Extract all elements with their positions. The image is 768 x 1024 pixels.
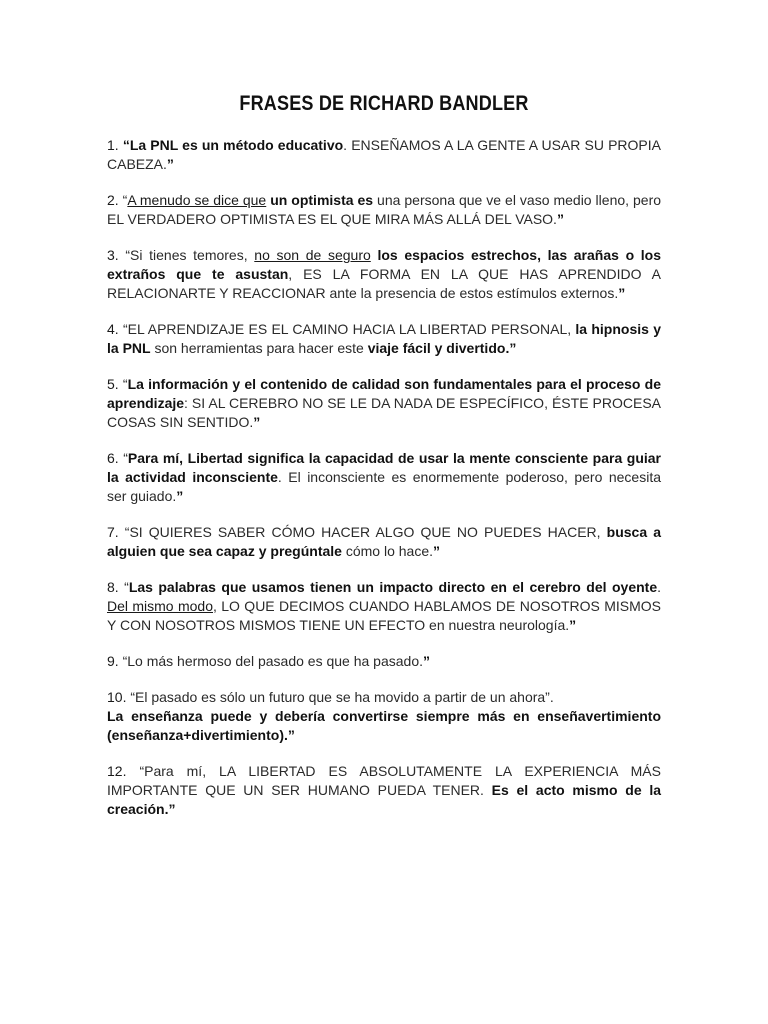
document-title: FRASES DE RICHARD BANDLER	[239, 92, 529, 115]
quote-text: son herramientas para hacer este	[150, 340, 368, 356]
quote-text: , ES LA FORMA EN LA QUE HAS APRENDIDO A RELACIONARTE Y REACCIONAR ante la presencia de estos estímulos externos.	[107, 266, 661, 301]
quote-text: “	[123, 450, 128, 466]
bold-text: ”	[433, 543, 441, 559]
quote-text: “EL APRENDIZAJE ES EL CAMINO HACIA LA LIBERTAD PERSONAL,	[122, 321, 576, 337]
bold-text: .”	[505, 340, 517, 356]
quote-item	[107, 578, 661, 635]
underlined-text: Del mismo modo	[107, 598, 213, 614]
quote-text: “El pasado es sólo un futuro que se ha movido a partir de un ahora”.	[130, 689, 554, 705]
bold-text: Las palabras que usamos tienen un impacto directo en el cerebro del oyente	[128, 579, 658, 595]
bold-text: La información y el contenido de calidad son fundamentales para el proceso de aprendizaje	[107, 376, 662, 411]
quote-number: 8.	[107, 579, 119, 595]
quote-item	[107, 449, 661, 506]
quote-number: 3.	[107, 247, 119, 263]
quote-number: 10.	[107, 689, 127, 705]
quote-text: cómo lo hace.	[341, 543, 434, 559]
quote-text: .	[657, 579, 662, 595]
bold-text: ”	[423, 653, 430, 669]
quote-text: . El inconsciente es enormemente poderoso, pero necesita ser guiado.	[107, 469, 661, 504]
quote-text: una persona que ve el vaso medio lleno, pero EL VERDADERO OPTIMISTA ES EL QUE MIRA MÁS ALLÁ DEL VASO.	[107, 192, 662, 227]
bold-text: La enseñanza puede y debería convertirse siempre más en enseñavertimiento (enseñanza+divertimiento).”	[107, 708, 661, 743]
document-page	[107, 92, 661, 836]
bold-text: Para mí, Libertad significa la capacidad de usar la mente consciente para guiar la actividad inconsciente	[107, 450, 662, 485]
bold-text: ”	[166, 156, 174, 172]
bold-text: ”	[556, 211, 564, 227]
quote-text: “Lo más hermoso del pasado es que ha pasado.	[122, 653, 423, 669]
quote-number: 7.	[107, 524, 119, 540]
quote-text: “SI QUIERES SABER CÓMO HACER ALGO QUE NO PUEDES HACER,	[124, 524, 607, 540]
bold-text: viaje fácil y divertido	[367, 340, 506, 356]
quote-text: “	[122, 192, 128, 208]
quote-item	[107, 523, 661, 561]
bold-text: La PNL es un método educativo	[129, 137, 344, 153]
quote-number: 1.	[107, 137, 119, 153]
quote-text: “Si tienes temores,	[125, 247, 255, 263]
quote-item	[107, 652, 661, 671]
quote-number: 9.	[107, 653, 119, 669]
bold-text: ”	[253, 414, 261, 430]
quote-text: : SI AL CEREBRO NO SE LE DA NADA DE ESPECÍFICO, ÉSTE PROCESA COSAS SIN SENTIDO.	[107, 395, 661, 430]
bold-text: la hipnosis y la PNL	[107, 321, 661, 356]
bold-text: los espacios estrechos, las arañas o los extraños que te asustan	[107, 247, 662, 282]
bold-text: ”	[176, 488, 184, 504]
quote-item	[107, 320, 661, 358]
quote-number: 6.	[107, 450, 119, 466]
quote-text: “	[122, 376, 128, 392]
quote-number: 4.	[107, 321, 119, 337]
bold-text: busca a alguien que sea capaz y pregúntale	[107, 524, 662, 559]
quote-number: 5.	[107, 376, 119, 392]
bold-text: ”	[569, 617, 577, 633]
bold-text: “	[122, 137, 130, 153]
quote-list	[107, 136, 661, 819]
bold-text: ”	[618, 285, 626, 301]
bold-text: .”	[164, 801, 176, 817]
quote-item	[107, 246, 661, 303]
underlined-text: A menudo se dice que	[127, 192, 267, 208]
quote-item	[107, 191, 661, 229]
quote-item	[107, 375, 661, 432]
bold-text: un optimista es	[270, 192, 374, 208]
quote-item	[107, 762, 661, 819]
quote-item	[107, 688, 661, 745]
quote-number: 2.	[107, 192, 119, 208]
quote-text: “Para mí, LA LIBERTAD ES ABSOLUTAMENTE LA EXPERIENCIA MÁS IMPORTANTE QUE UN SER HUMANO PUEDA TENER.	[107, 763, 661, 798]
quote-text: , LO QUE DECIMOS CUANDO HABLAMOS DE NOSOTROS MISMOS Y CON NOSOTROS MISMOS TIENE UN EFECTO en nuestra neurología.	[107, 598, 662, 633]
quote-text: “	[124, 579, 129, 595]
quote-item	[107, 136, 661, 174]
quote-number: 12.	[107, 763, 127, 779]
underlined-text: no son de seguro	[254, 247, 371, 263]
quote-text: . ENSEÑAMOS A LA GENTE A USAR SU PROPIA CABEZA.	[107, 137, 662, 172]
bold-text: Es el acto mismo de la creación	[107, 782, 662, 817]
